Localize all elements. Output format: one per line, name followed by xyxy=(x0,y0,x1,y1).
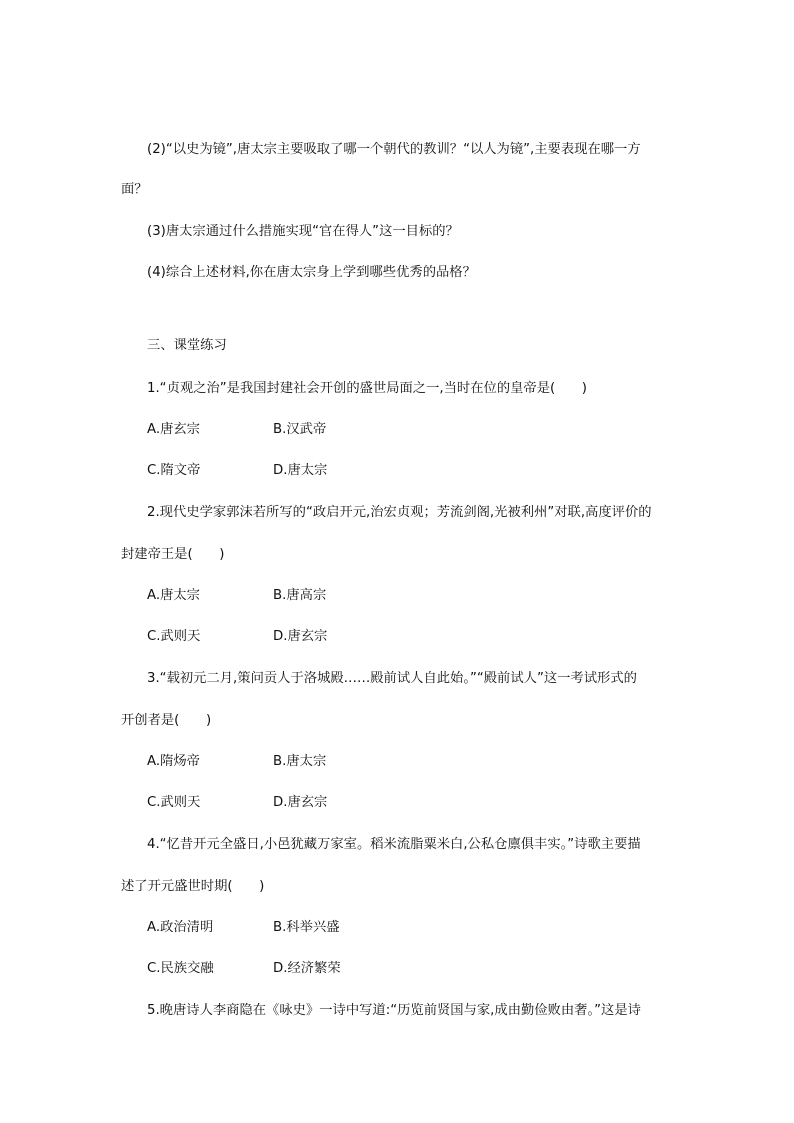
exercise-1-option-d: D.唐太宗 xyxy=(273,463,328,478)
exercise-4-option-a: A.政治清明 xyxy=(147,920,214,935)
exercise-1-stem: 1.“贞观之治”是我国封建社会开创的盛世局面之一,当时在位的皇帝是( ) xyxy=(147,381,587,396)
exercise-2-option-a: A.唐太宗 xyxy=(147,588,200,603)
exercise-3-stem-line1: 3.“载初元二月,策问贡人于洛城殿……殿前试人自此始。”“殿前试人”这一考试形式的 xyxy=(147,671,637,686)
question-2-text: (2)“以史为镜”,唐太宗主要吸取了哪一个朝代的教训？“以人为镜”,主要表现在哪一方 xyxy=(147,142,641,157)
exercise-3-option-a: A.隋炀帝 xyxy=(147,754,200,769)
exercise-2-option-d: D.唐玄宗 xyxy=(273,629,328,644)
exercise-3-option-c: C.武则天 xyxy=(147,795,201,810)
exercise-1-option-c: C.隋文帝 xyxy=(147,463,201,478)
exercise-3-option-d: D.唐玄宗 xyxy=(273,795,328,810)
exercise-2-stem-line1: 2.现代史学家郭沫若所写的“政启开元,治宏贞观；芳流剑阁,光被利州”对联,高度评价的 xyxy=(147,505,652,520)
exercise-3-option-b: B.唐太宗 xyxy=(273,754,327,769)
exercise-4-option-d: D.经济繁荣 xyxy=(273,961,341,976)
question-4: (4)综合上述材料,你在唐太宗身上学到哪些优秀的品格？ xyxy=(147,265,476,280)
question-2-line2: 面？ xyxy=(121,182,148,197)
exercise-2-option-c: C.武则天 xyxy=(147,629,201,644)
exercise-1-option-b: B.汉武帝 xyxy=(273,422,327,437)
exercise-2-option-b: B.唐高宗 xyxy=(273,588,327,603)
exercise-1-option-a: A.唐玄宗 xyxy=(147,422,200,437)
exercise-4-stem-line2: 述了开元盛世时期( ) xyxy=(121,879,265,894)
question-2-line1 xyxy=(147,141,673,159)
exercise-2-stem-line2: 封建帝王是( ) xyxy=(121,547,225,562)
exercise-4-option-b: B.科举兴盛 xyxy=(273,920,340,935)
exercise-4-option-c: C.民族交融 xyxy=(147,961,214,976)
exercise-4-stem-line1: 4.“忆昔开元全盛日,小邑犹藏万家室。稻米流脂粟米白,公私仓廪俱丰实。”诗歌主要描 xyxy=(147,837,641,852)
exercise-5-stem-line1: 5.晚唐诗人李商隐在《咏史》一诗中写道:“历览前贤国与家,成由勤俭败由奢。”这是诗 xyxy=(147,1003,641,1018)
exercise-3-stem-line2: 开创者是( ) xyxy=(121,713,212,728)
section-title: 三、课堂练习 xyxy=(147,338,227,353)
question-3: (3)唐太宗通过什么措施实现“官在得人”这一目标的？ xyxy=(147,224,459,239)
